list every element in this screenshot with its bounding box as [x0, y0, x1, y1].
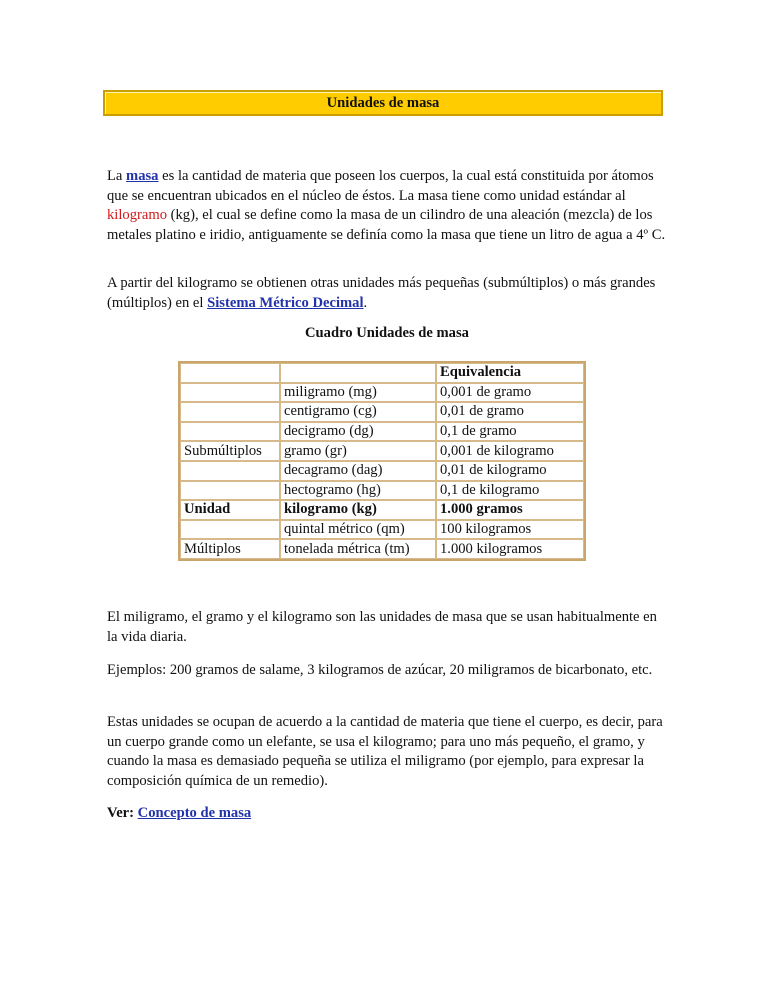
table-cell: centigramo (cg): [280, 402, 436, 422]
table-cell: 1.000 gramos: [436, 500, 584, 520]
table-cell: 0,1 de gramo: [436, 422, 584, 442]
table-cell: tonelada métrica (tm): [280, 539, 436, 559]
table-cell: 0,001 de gramo: [436, 383, 584, 403]
table-row: [180, 520, 584, 540]
table-cell: [180, 520, 280, 540]
kilogramo-highlight: kilogramo: [107, 207, 167, 223]
table-row-unidad: [180, 500, 584, 520]
masa-link[interactable]: masa: [126, 168, 159, 184]
table-cell: miligramo (mg): [280, 383, 436, 403]
see-also-label: Ver:: [107, 805, 138, 821]
intro-text-pre: La: [107, 168, 127, 184]
table-cell: [180, 481, 280, 501]
table-caption: Cuadro Unidades de masa: [305, 325, 469, 341]
sistema-metrico-link[interactable]: Sistema Métrico Decimal: [207, 294, 364, 311]
table-cell: [180, 383, 280, 403]
usage-paragraph: El miligramo, el gramo y el kilogramo son las unidades de masa que se usan habitualmente en la vida diaria.: [107, 609, 657, 645]
units-table: [178, 361, 586, 561]
table-cell: kilogramo (kg): [280, 500, 436, 520]
intro-text-mid: es la cantidad de materia que poseen los cuerpos, la cual está constituida por átomos que se encuentran ubicados en el núcleo de éstos. La masa tiene como unidad estándar al: [107, 168, 654, 204]
table-cell: Unidad: [180, 500, 280, 520]
table-cell: 0,001 de kilogramo: [436, 441, 584, 461]
sistema-text-pre: A partir del kilogramo se obtienen otras unidades más pequeñas (submúltiplos) o más grandes (múltiplos) en el: [107, 275, 656, 311]
table-cell: Submúltiplos: [180, 441, 280, 461]
sistema-paragraph: [107, 274, 667, 313]
intro-paragraph: [107, 167, 667, 245]
concepto-de-masa-link[interactable]: Concepto de masa: [137, 805, 252, 821]
table-cell: 0,1 de kilogramo: [436, 481, 584, 501]
table-cell: 1.000 kilogramos: [436, 539, 584, 559]
intro-text-post: (kg), el cual se define como la masa de un cilindro de una aleación (mezcla) de los metales platino e iridio, antiguamente se definía como la masa que tiene un litro de agua a 4º C.: [107, 207, 666, 243]
table-cell: hectogramo (hg): [280, 481, 436, 501]
table-cell: decagramo (dag): [280, 461, 436, 481]
examples-paragraph: Ejemplos: 200 gramos de salame, 3 kilogramos de azúcar, 20 miligramos de bicarbonato, etc.: [107, 662, 653, 678]
table-header-cell: [280, 363, 436, 383]
table-row: [180, 402, 584, 422]
table-cell: 100 kilogramos: [436, 520, 584, 540]
table-cell: decigramo (dg): [280, 422, 436, 442]
table-row: [180, 539, 584, 559]
table-cell: [180, 402, 280, 422]
table-cell: gramo (gr): [280, 441, 436, 461]
table-cell: Múltiplos: [180, 539, 280, 559]
table-cell: 0,01 de kilogramo: [436, 461, 584, 481]
page-title: Unidades de masa: [103, 90, 663, 116]
explanation-paragraph: Estas unidades se ocupan de acuerdo a la cantidad de materia que tiene el cuerpo, es decir, para un cuerpo grande como un elefante, se usa el kilogramo; para uno más pequeño, el gramo, y cuando la masa es demasiado pequeña se utiliza el miligramo (por ejemplo, para expresar la composición química de un remedio).: [107, 714, 663, 789]
table-row: [180, 422, 584, 442]
table-cell: 0,01 de gramo: [436, 402, 584, 422]
table-cell: [180, 461, 280, 481]
table-header-cell: Equivalencia: [436, 363, 584, 383]
table-header-cell: [180, 363, 280, 383]
table-row: [180, 461, 584, 481]
table-header-row: [180, 363, 584, 383]
table-cell: [180, 422, 280, 442]
see-also: [107, 804, 667, 824]
table-row: [180, 441, 584, 461]
table-row: [180, 383, 584, 403]
table-cell: quintal métrico (qm): [280, 520, 436, 540]
table-row: [180, 481, 584, 501]
sistema-text-post: .: [363, 294, 368, 311]
